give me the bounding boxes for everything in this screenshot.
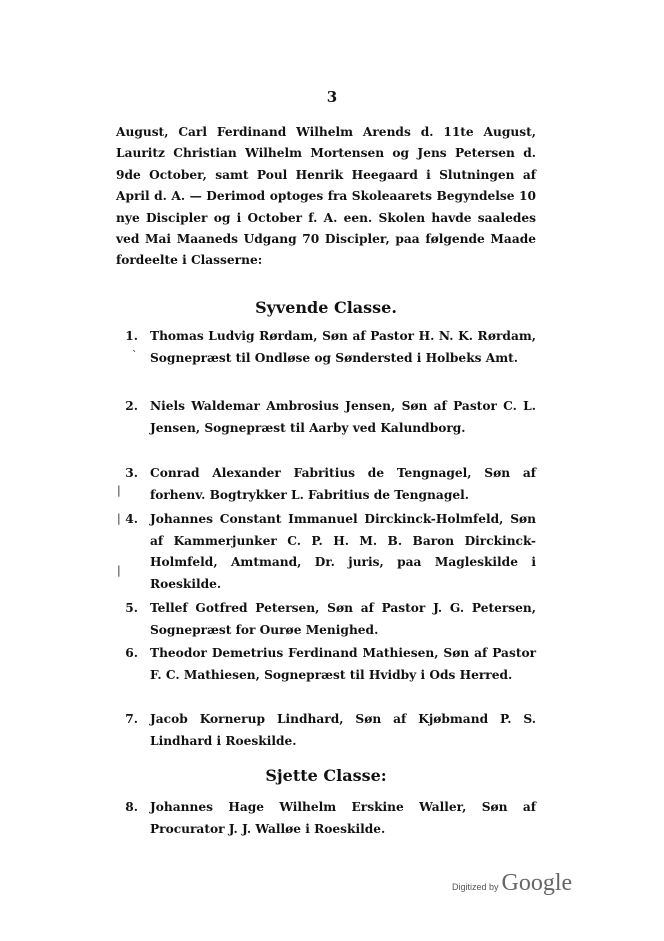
margin-tick-mark: | <box>117 484 121 497</box>
entry-text: Conrad Alexander Fabritius de Tengnagel, Søn af forhenv. Bogtrykker L. Fabritius de Tengnagel. <box>150 466 536 502</box>
entry-text: Johannes Constant Immanuel Dirckinck-Holmfeld, Søn af Kammerjunker C. P. H. M. B. Baron Dirckinck-Holmfeld, Amtmand, Dr. juris, paa Magleskilde i Roeskilde. <box>150 512 536 591</box>
entry-number: 1. <box>125 329 138 343</box>
margin-tick-mark: ` <box>132 349 138 362</box>
entry-number: 7. <box>125 712 138 726</box>
entry-number: 8. <box>125 800 138 814</box>
intro-paragraph: August, Carl Ferdinand Wilhelm Arends d. 11te August, Lauritz Christian Wilhelm Mortensen og Jens Petersen d. 9de October, samt Poul Henrik Heegaard i Slutningen af April d. A. — Derimod optoges fra Skoleaarets Begyndelse 10 nye Discipler og i October f. A. een. Skolen havde saaledes ved Mai Maaneds Udgang 70 Discipler, paa følgende Maade fordeelte i Classerne: <box>116 125 536 268</box>
entry-number: 2. <box>125 399 138 413</box>
entry-text: Niels Waldemar Ambrosius Jensen, Søn af Pastor C. L. Jensen, Sognepræst til Aarby ved Kalundborg. <box>150 399 536 435</box>
entry-number: 6. <box>125 646 138 660</box>
section-heading-syvende: Syvende Classe. <box>255 298 397 317</box>
google-watermark <box>452 870 572 897</box>
entry-number: 5. <box>125 601 138 615</box>
margin-tick-mark: | <box>117 512 121 525</box>
entry-number: 4. <box>125 512 138 526</box>
entry-text: Jacob Kornerup Lindhard, Søn af Kjøbmand P. S. Lindhard i Roeskilde. <box>150 712 536 748</box>
entry-text: Theodor Demetrius Ferdinand Mathiesen, Søn af Pastor F. C. Mathiesen, Sognepræst til Hvidby i Ods Herred. <box>150 646 536 682</box>
page-number: 3 <box>326 88 338 106</box>
watermark-prefix: Digitized by <box>452 882 499 892</box>
entry-text: Thomas Ludvig Rørdam, Søn af Pastor H. N. K. Rørdam, Sognepræst til Ondløse og Søndersted i Holbeks Amt. <box>150 329 536 365</box>
entry-text: Johannes Hage Wilhelm Erskine Waller, Søn af Procurator J. J. Walløe i Roeskilde. <box>150 800 536 836</box>
google-logo: Google <box>501 870 573 896</box>
margin-tick-mark: | <box>117 564 121 577</box>
entry-number: 3. <box>125 466 138 480</box>
entry-text: Tellef Gotfred Petersen, Søn af Pastor J. G. Petersen, Sognepræst for Ourøe Menighed. <box>150 601 536 637</box>
section-heading-sjette: Sjette Classe: <box>265 766 387 785</box>
